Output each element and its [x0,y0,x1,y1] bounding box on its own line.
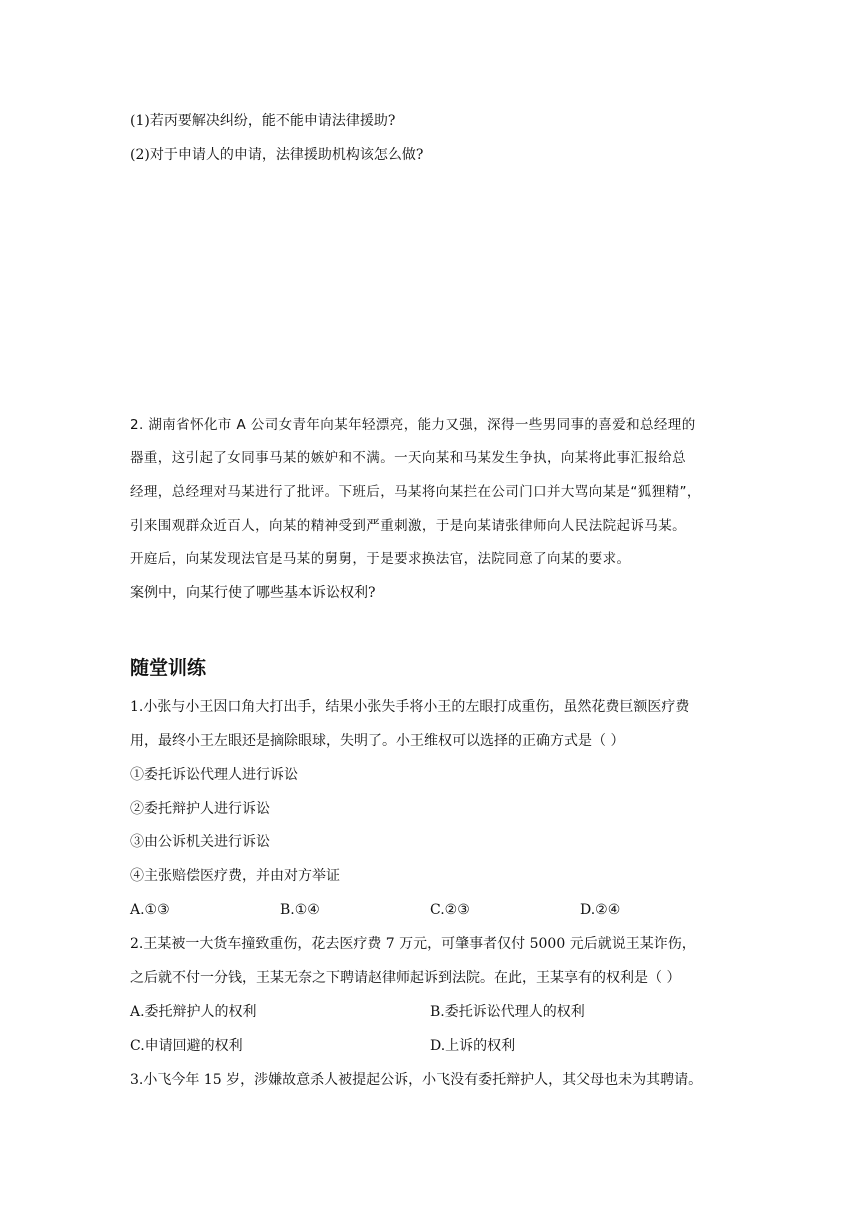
exercise-2-option-d: D.上诉的权利 [430,1038,516,1054]
section-title: 随堂训练 [130,657,207,679]
exercise-1-option-a: A.①③ [130,902,170,918]
exercise-1-item: ④主张赔偿医疗费，并由对方举证 [130,868,340,884]
case-2-line: 引来围观群众近百人，向某的精神受到严重刺激，于是向某请张律师向人民法院起诉马某。 [130,518,686,534]
exercise-1-item: ①委托诉讼代理人进行诉讼 [130,767,298,783]
case-2-line: 经理，总经理对马某进行了批评。下班后，马某将向某拦在公司门口并大骂向某是“狐狸精”， [130,484,701,500]
question-1: (1)若丙要解决纠纷，能不能申请法律援助? [130,113,396,129]
exercise-2-option-b: B.委托诉讼代理人的权利 [430,1004,585,1020]
exercise-3-stem: 3.小飞今年 15 岁，涉嫌故意杀人被提起公诉，小飞没有委托辩护人，其父母也未为其聘请。 [130,1072,703,1088]
exercise-2-stem: 之后就不付一分钱，王某无奈之下聘请赵律师起诉到法院。在此，王某享有的权利是（ ） [130,970,681,986]
case-2-line: 2. 湖南省怀化市 A 公司女青年向某年轻漂亮，能力又强，深得一些男同事的喜爱和总经理的 [130,417,696,433]
exercise-1-item: ②委托辩护人进行诉讼 [130,801,270,817]
exercise-2-stem: 2.王某被一大货车撞致重伤，花去医疗费 7 万元，可肇事者仅付 5000 元后就说王某诈伤， [130,936,696,952]
case-2-line: 开庭后，向某发现法官是马某的舅舅，于是要求换法官，法院同意了向某的要求。 [130,551,631,567]
exercise-1-stem: 用，最终小王左眼还是摘除眼球，失明了。小王维权可以选择的正确方式是（ ） [130,733,625,749]
exercise-1-stem: 1.小张与小王因口角大打出手，结果小张失手将小王的左眼打成重伤，虽然花费巨额医疗费 [130,699,690,715]
exercise-1-option-b: B.①④ [280,902,320,918]
case-2-question: 案例中，向某行使了哪些基本诉讼权利? [130,585,376,601]
case-2-line: 器重，这引起了女同事马某的嫉妒和不满。一天向某和马某发生争执，向某将此事汇报给总 [130,450,686,466]
exercise-1-option-c: C.②③ [430,902,470,918]
question-2: (2)对于申请人的申请，法律援助机构该怎么做? [130,147,424,163]
exercise-2-option-a: A.委托辩护人的权利 [130,1004,257,1020]
exercise-1-item: ③由公诉机关进行诉讼 [130,834,270,850]
exercise-2-option-c: C.申请回避的权利 [130,1038,243,1054]
exercise-1-option-d: D.②④ [580,902,621,918]
